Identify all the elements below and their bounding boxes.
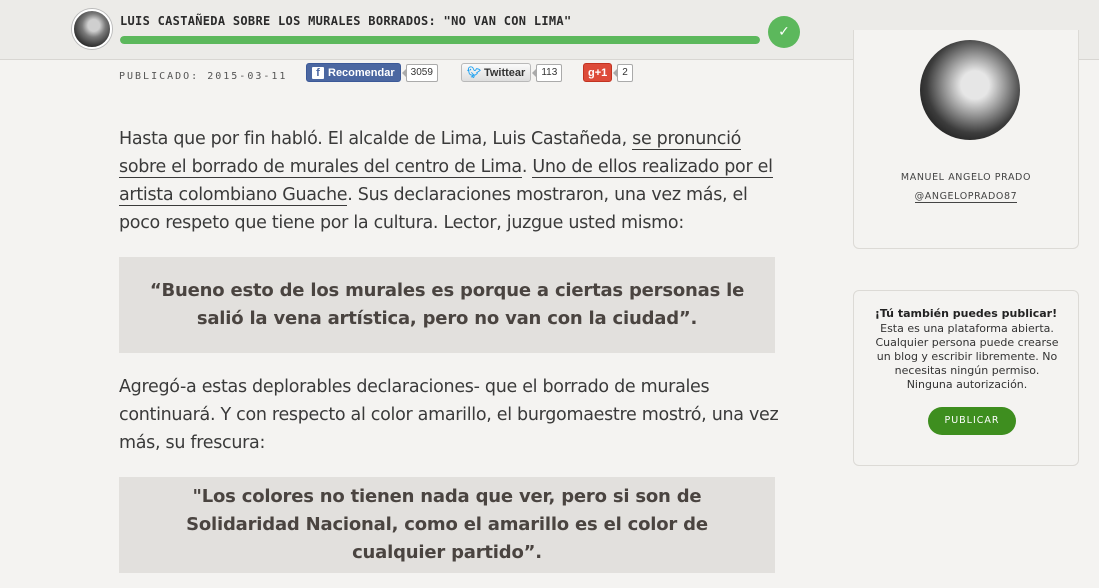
publish-promo-card <box>853 290 1079 466</box>
author-handle-link[interactable] <box>854 191 1078 202</box>
twitter-label: Twittear <box>483 66 526 79</box>
publish-button[interactable]: PUBLICAR <box>928 407 1016 435</box>
author-avatar-small <box>72 9 112 49</box>
paragraph-text: . <box>521 157 533 177</box>
gplus-button[interactable] <box>583 63 612 82</box>
publish-description: Esta es una plataforma abierta. Cualquier persona puede crearse un blog y escribir libremente. No necesitas ningún permiso. Ninguna autorización. <box>875 322 1059 391</box>
paragraph-text: . Sus declaraciones mostraron, una vez más, el poco respeto que tiene por la cultura. Lector, juzgue usted mismo: <box>119 185 748 233</box>
publish-date: PUBLICADO: 2015-03-11 <box>119 71 288 82</box>
author-photo <box>920 40 1020 140</box>
facebook-share[interactable] <box>306 63 438 82</box>
gplus-label: +1 <box>594 66 608 79</box>
author-handle[interactable]: @ANGELOPRADO87 <box>914 191 1018 202</box>
reading-progress-fill <box>120 36 760 44</box>
gplus-count: 2 <box>617 64 633 82</box>
facebook-icon: f <box>312 67 324 79</box>
link-guache-mural[interactable]: Uno de ellos realizado por el artista colombiano Guache <box>119 157 773 205</box>
publish-title: ¡Tú también puedes publicar! <box>874 307 1058 320</box>
blockquote-1: “Bueno esto de los murales es porque a ciertas personas le salió la vena artística, pero no van con la ciudad”. <box>119 257 775 353</box>
header-article-title: LUIS CASTAÑEDA SOBRE LOS MURALES BORRADOS: "NO VAN CON LIMA" <box>120 14 572 28</box>
article-paragraph-1 <box>119 125 779 237</box>
gplus-share[interactable] <box>583 63 633 82</box>
article-paragraph-2: Agregó-a estas deplorables declaraciones- que el borrado de murales continuará. Y con respecto al color amarillo, el burgomaestre mostró, una vez más, su frescura: <box>119 377 779 453</box>
reading-progress-bar <box>120 36 760 44</box>
author-card <box>853 30 1079 249</box>
checkmark-icon: ✓ <box>768 16 800 48</box>
twitter-bird-icon: 🐦︎ <box>467 67 481 79</box>
facebook-count: 3059 <box>406 64 438 82</box>
tweet-button[interactable] <box>461 63 531 82</box>
facebook-recommend-button[interactable] <box>306 63 401 82</box>
gplus-icon: g <box>588 66 595 79</box>
twitter-count: 113 <box>536 64 562 82</box>
paragraph-text: Hasta que por fin habló. El alcalde de Lima, Luis Castañeda, <box>119 129 633 149</box>
facebook-label: Recomendar <box>328 66 395 79</box>
author-name: MANUEL ANGELO PRADO <box>900 172 1032 183</box>
twitter-share[interactable] <box>461 63 562 82</box>
blockquote-2: "Los colores no tienen nada que ver, pero si son de Solidaridad Nacional, como el amarillo es el color de cualquier partido”. <box>119 477 775 573</box>
link-castaneda-statement[interactable]: se pronunció sobre el borrado de murales del centro de Lima <box>119 129 742 177</box>
